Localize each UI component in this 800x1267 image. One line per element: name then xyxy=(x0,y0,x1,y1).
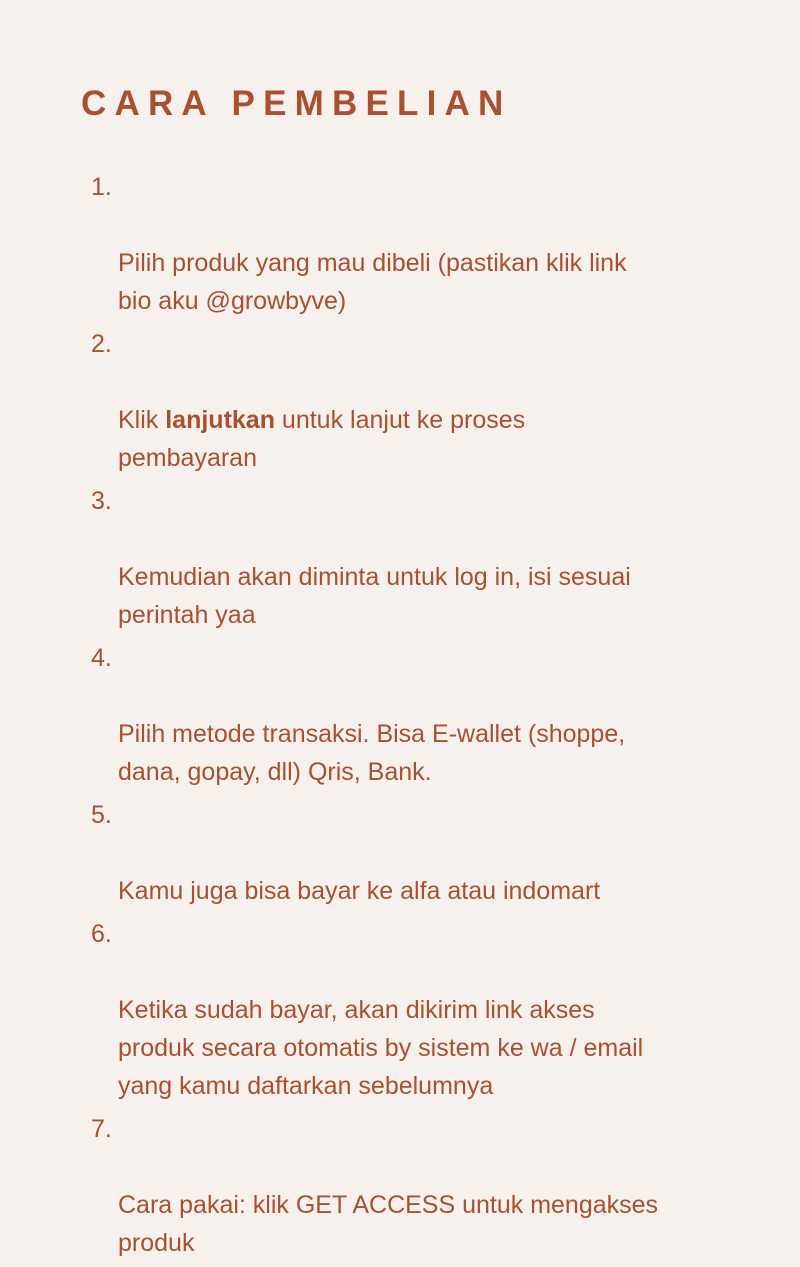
step-item xyxy=(91,1110,751,1262)
step-item xyxy=(91,796,751,910)
step-text: Pilih metode transaksi. Bisa E-wallet (shoppe, dana, gopay, dll) Qris, Bank. xyxy=(118,720,626,786)
step-number: 4. xyxy=(91,644,112,672)
step-text: Kemudian akan diminta untuk log in, isi sesuai perintah yaa xyxy=(118,563,631,629)
step-item xyxy=(91,482,751,634)
step-item xyxy=(91,915,751,1105)
step-number: 1. xyxy=(91,173,112,201)
step-number: 3. xyxy=(91,487,112,515)
step-bold-keyword: lanjutkan xyxy=(165,406,275,434)
step-text: Kamu juga bisa bayar ke alfa atau indomart xyxy=(118,877,601,905)
step-text xyxy=(118,406,525,472)
steps-list xyxy=(91,168,751,1267)
step-text: Cara pakai: klik GET ACCESS untuk mengakses produk xyxy=(118,1191,659,1257)
step-item xyxy=(91,168,751,320)
step-item xyxy=(91,639,751,791)
step-text-after: untuk lanjut ke proses pembayaran xyxy=(118,406,526,472)
page-title: CARA PEMBELIAN xyxy=(81,84,512,123)
step-number: 2. xyxy=(91,330,112,358)
step-number: 5. xyxy=(91,801,112,829)
step-text: Pilih produk yang mau dibeli (pastikan klik link bio aku @growbyve) xyxy=(118,249,627,315)
step-number: 7. xyxy=(91,1115,112,1143)
step-text: Ketika sudah bayar, akan dikirim link akses produk secara otomatis by sistem ke wa / email yang kamu daftarkan sebelumnya xyxy=(118,996,644,1100)
step-item xyxy=(91,325,751,477)
step-number: 6. xyxy=(91,920,112,948)
step-text-before: Klik xyxy=(118,406,166,434)
